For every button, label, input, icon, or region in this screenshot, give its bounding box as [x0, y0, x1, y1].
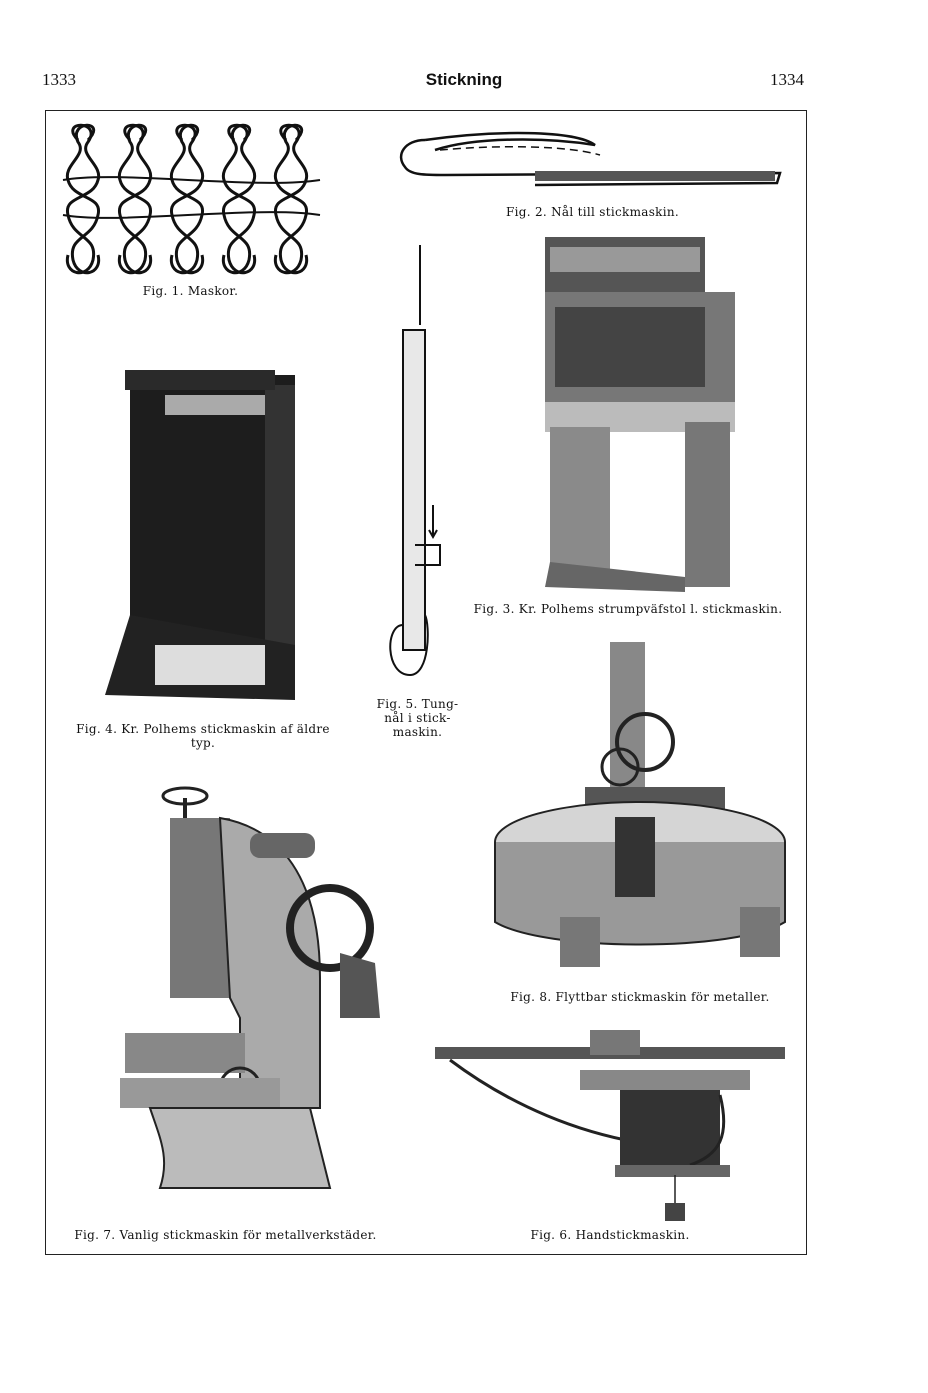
page-number-right: 1334 [770, 70, 804, 89]
fig1-caption: Fig. 1. Maskor. [142, 284, 239, 298]
page-number-left: 1333 [42, 70, 76, 89]
fig4-caption-line2: typ. [190, 736, 216, 750]
fig6-caption: Fig. 6. Handstickmaskin. [530, 1228, 690, 1242]
fig4-caption-line1: Fig. 4. Kr. Polhems stickmaskin af äldre [76, 722, 330, 736]
fig5-caption-line3: maskin. [392, 725, 443, 739]
fig3-caption: Fig. 3. Kr. Polhems strumpväfstol l. stickmaskin. [473, 602, 783, 616]
fig2-caption: Fig. 2. Nål till stickmaskin. [505, 205, 680, 219]
polhem-stocking-loom-illustration [535, 232, 740, 592]
hand-knitting-machine-illustration [430, 1025, 790, 1225]
fig5-caption-line1: Fig. 5. Tung- [376, 697, 459, 711]
fig5-caption-line2: nål i stick- [384, 711, 451, 725]
knitting-needle-illustration [395, 125, 790, 190]
portable-metal-knitting-machine-illustration [485, 632, 795, 977]
fig7-caption: Fig. 7. Vanlig stickmaskin för metallverkstäder. [74, 1228, 377, 1242]
latch-needle-illustration [385, 245, 445, 690]
knit-stitches-illustration [58, 120, 323, 280]
polhem-old-machine-illustration [95, 355, 310, 710]
fig8-caption: Fig. 8. Flyttbar stickmaskin för metaller. [510, 990, 770, 1004]
page-title: Stickning [425, 70, 503, 89]
metal-workshop-knitting-machine-illustration [80, 778, 390, 1198]
